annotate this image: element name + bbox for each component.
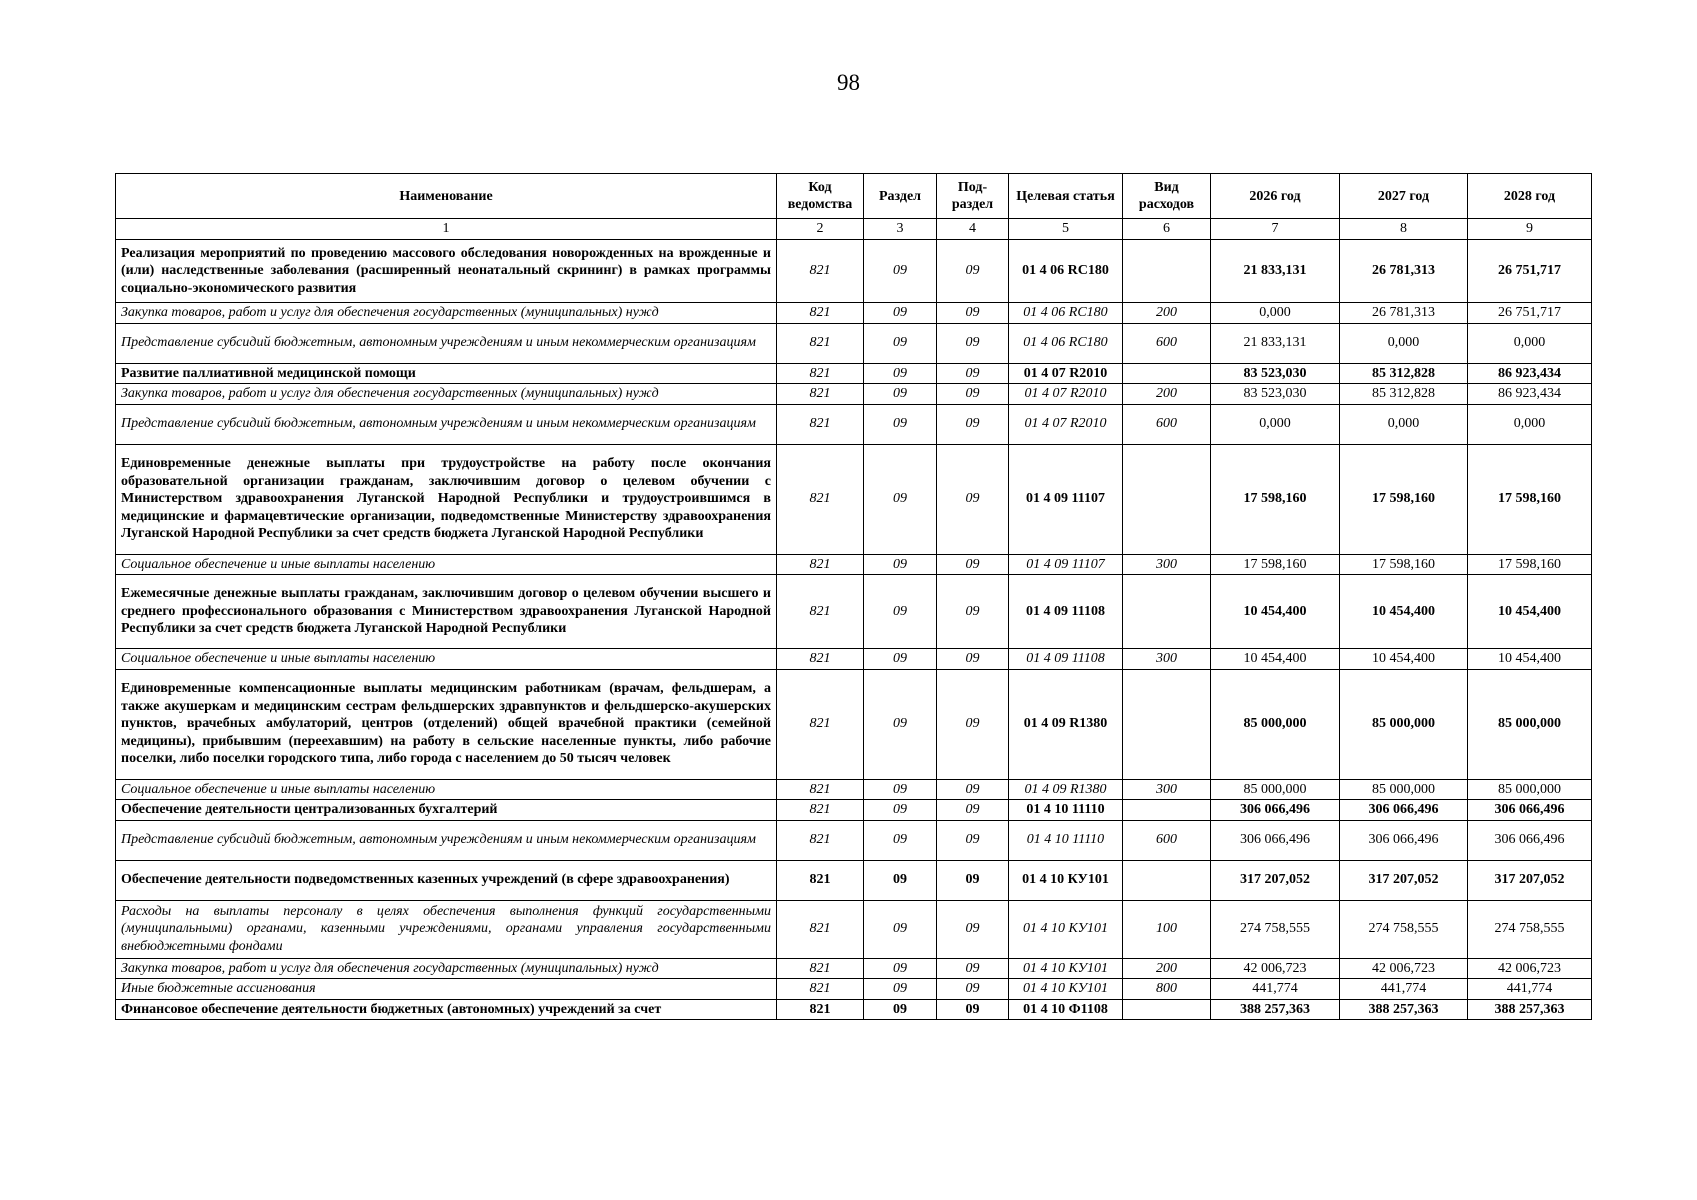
row-dept-code: 821 bbox=[777, 779, 864, 800]
header-podrazdel: Под-раздел bbox=[937, 174, 1009, 219]
row-expense-type bbox=[1123, 363, 1211, 384]
row-name: Реализация мероприятий по проведению массового обследования новорожденных на врожденные и (или) наследственные заболевания (расширенный неонатальный скрининг) в рамках программы социально-экономического развития bbox=[116, 240, 777, 303]
row-amount-2028: 317 207,052 bbox=[1468, 860, 1592, 900]
row-expense-type: 200 bbox=[1123, 384, 1211, 405]
row-target-article: 01 4 10 КУ101 bbox=[1009, 958, 1123, 979]
row-name: Обеспечение деятельности централизованных бухгалтерий bbox=[116, 800, 777, 821]
row-amount-2026: 388 257,363 bbox=[1211, 999, 1340, 1020]
column-number: 3 bbox=[864, 219, 937, 240]
row-subsection: 09 bbox=[937, 860, 1009, 900]
table-row bbox=[116, 575, 1592, 649]
row-subsection: 09 bbox=[937, 384, 1009, 405]
row-target-article: 01 4 07 R2010 bbox=[1009, 404, 1123, 444]
row-section: 09 bbox=[864, 669, 937, 779]
row-amount-2027: 17 598,160 bbox=[1340, 444, 1468, 554]
row-expense-type: 300 bbox=[1123, 649, 1211, 670]
header-expense-type: Вид расходов bbox=[1123, 174, 1211, 219]
row-amount-2027: 441,774 bbox=[1340, 979, 1468, 1000]
row-target-article: 01 4 07 R2010 bbox=[1009, 384, 1123, 405]
column-number: 6 bbox=[1123, 219, 1211, 240]
row-target-article: 01 4 06 RC180 bbox=[1009, 303, 1123, 324]
row-section: 09 bbox=[864, 820, 937, 860]
row-amount-2026: 0,000 bbox=[1211, 303, 1340, 324]
row-dept-code: 821 bbox=[777, 800, 864, 821]
row-name: Социальное обеспечение и иные выплаты населению bbox=[116, 779, 777, 800]
row-subsection: 09 bbox=[937, 979, 1009, 1000]
row-subsection: 09 bbox=[937, 444, 1009, 554]
row-amount-2026: 10 454,400 bbox=[1211, 575, 1340, 649]
row-section: 09 bbox=[864, 444, 937, 554]
row-amount-2026: 306 066,496 bbox=[1211, 800, 1340, 821]
row-name: Представление субсидий бюджетным, автономным учреждениям и иным некоммерческим организациям bbox=[116, 404, 777, 444]
row-amount-2027: 10 454,400 bbox=[1340, 649, 1468, 670]
row-amount-2026: 17 598,160 bbox=[1211, 444, 1340, 554]
row-amount-2027: 306 066,496 bbox=[1340, 820, 1468, 860]
row-subsection: 09 bbox=[937, 303, 1009, 324]
column-number: 5 bbox=[1009, 219, 1123, 240]
row-subsection: 09 bbox=[937, 900, 1009, 958]
row-amount-2027: 274 758,555 bbox=[1340, 900, 1468, 958]
row-expense-type: 300 bbox=[1123, 779, 1211, 800]
row-expense-type: 800 bbox=[1123, 979, 1211, 1000]
table-row bbox=[116, 820, 1592, 860]
row-section: 09 bbox=[864, 363, 937, 384]
row-subsection: 09 bbox=[937, 820, 1009, 860]
row-dept-code: 821 bbox=[777, 404, 864, 444]
row-amount-2028: 85 000,000 bbox=[1468, 669, 1592, 779]
table-row bbox=[116, 404, 1592, 444]
column-number: 7 bbox=[1211, 219, 1340, 240]
row-expense-type bbox=[1123, 800, 1211, 821]
row-target-article: 01 4 06 RC180 bbox=[1009, 240, 1123, 303]
row-amount-2027: 317 207,052 bbox=[1340, 860, 1468, 900]
row-dept-code: 821 bbox=[777, 240, 864, 303]
row-dept-code: 821 bbox=[777, 363, 864, 384]
row-dept-code: 821 bbox=[777, 958, 864, 979]
row-amount-2026: 83 523,030 bbox=[1211, 363, 1340, 384]
table-row bbox=[116, 384, 1592, 405]
row-target-article: 01 4 09 11108 bbox=[1009, 649, 1123, 670]
row-target-article: 01 4 10 Ф1108 bbox=[1009, 999, 1123, 1020]
row-section: 09 bbox=[864, 384, 937, 405]
row-section: 09 bbox=[864, 303, 937, 324]
table-row bbox=[116, 800, 1592, 821]
row-expense-type bbox=[1123, 669, 1211, 779]
row-amount-2026: 42 006,723 bbox=[1211, 958, 1340, 979]
page-number: 98 bbox=[837, 70, 860, 95]
row-target-article: 01 4 09 R1380 bbox=[1009, 669, 1123, 779]
table-row bbox=[116, 958, 1592, 979]
row-expense-type bbox=[1123, 999, 1211, 1020]
row-amount-2027: 26 781,313 bbox=[1340, 303, 1468, 324]
row-target-article: 01 4 09 R1380 bbox=[1009, 779, 1123, 800]
header-year-2027: 2027 год bbox=[1340, 174, 1468, 219]
column-number-row bbox=[116, 219, 1592, 240]
row-amount-2027: 0,000 bbox=[1340, 404, 1468, 444]
row-section: 09 bbox=[864, 575, 937, 649]
row-dept-code: 821 bbox=[777, 979, 864, 1000]
row-amount-2027: 17 598,160 bbox=[1340, 554, 1468, 575]
row-subsection: 09 bbox=[937, 779, 1009, 800]
row-name: Единовременные денежные выплаты при трудоустройстве на работу после окончания образовательной организации гражданам, заключившим договор о целевом обучении с Министерством здравоохранения Луганской Народной Республики и трудоустроившимся в медицинские и фармацевтические организации, подведомственные Министерству здравоохранения Луганской Народной Республики за счет средств бюджета Луганской Народной Республики bbox=[116, 444, 777, 554]
row-amount-2028: 0,000 bbox=[1468, 404, 1592, 444]
row-expense-type: 200 bbox=[1123, 303, 1211, 324]
row-subsection: 09 bbox=[937, 575, 1009, 649]
row-name: Финансовое обеспечение деятельности бюджетных (автономных) учреждений за счет bbox=[116, 999, 777, 1020]
row-section: 09 bbox=[864, 240, 937, 303]
table-row bbox=[116, 649, 1592, 670]
row-expense-type bbox=[1123, 240, 1211, 303]
row-expense-type bbox=[1123, 444, 1211, 554]
row-amount-2026: 21 833,131 bbox=[1211, 240, 1340, 303]
row-target-article: 01 4 10 КУ101 bbox=[1009, 860, 1123, 900]
row-target-article: 01 4 09 11107 bbox=[1009, 444, 1123, 554]
row-amount-2027: 10 454,400 bbox=[1340, 575, 1468, 649]
table-row bbox=[116, 999, 1592, 1020]
row-subsection: 09 bbox=[937, 800, 1009, 821]
row-dept-code: 821 bbox=[777, 860, 864, 900]
table-row bbox=[116, 303, 1592, 324]
row-expense-type bbox=[1123, 860, 1211, 900]
row-subsection: 09 bbox=[937, 404, 1009, 444]
row-amount-2028: 306 066,496 bbox=[1468, 800, 1592, 821]
column-number: 8 bbox=[1340, 219, 1468, 240]
table-row bbox=[116, 669, 1592, 779]
row-amount-2027: 26 781,313 bbox=[1340, 240, 1468, 303]
row-amount-2028: 441,774 bbox=[1468, 979, 1592, 1000]
row-dept-code: 821 bbox=[777, 999, 864, 1020]
row-amount-2028: 0,000 bbox=[1468, 323, 1592, 363]
row-target-article: 01 4 10 КУ101 bbox=[1009, 979, 1123, 1000]
row-expense-type bbox=[1123, 575, 1211, 649]
row-amount-2027: 306 066,496 bbox=[1340, 800, 1468, 821]
row-name: Социальное обеспечение и иные выплаты населению bbox=[116, 649, 777, 670]
row-amount-2026: 317 207,052 bbox=[1211, 860, 1340, 900]
row-dept-code: 821 bbox=[777, 820, 864, 860]
row-amount-2028: 17 598,160 bbox=[1468, 444, 1592, 554]
column-number: 4 bbox=[937, 219, 1009, 240]
row-dept-code: 821 bbox=[777, 323, 864, 363]
row-dept-code: 821 bbox=[777, 303, 864, 324]
header-year-2026: 2026 год bbox=[1211, 174, 1340, 219]
header-name: Наименование bbox=[116, 174, 777, 219]
row-amount-2026: 85 000,000 bbox=[1211, 779, 1340, 800]
row-target-article: 01 4 07 R2010 bbox=[1009, 363, 1123, 384]
row-expense-type: 600 bbox=[1123, 404, 1211, 444]
row-amount-2028: 86 923,434 bbox=[1468, 363, 1592, 384]
row-amount-2028: 42 006,723 bbox=[1468, 958, 1592, 979]
header-year-2028: 2028 год bbox=[1468, 174, 1592, 219]
row-amount-2026: 85 000,000 bbox=[1211, 669, 1340, 779]
row-name: Единовременные компенсационные выплаты медицинским работникам (врачам, фельдшерам, а также акушеркам и медицинским сестрам фельдшерских здравпунктов и фельдшерско-акушерских пунктов, врачебных амбулаторий, центров (отделений) общей врачебной практики (семейной медицины), прибывшим (переехавшим) на работу в сельские населенные пункты, либо рабочие поселки, либо поселки городского типа, либо города с населением до 50 тысяч человек bbox=[116, 669, 777, 779]
column-number: 9 bbox=[1468, 219, 1592, 240]
row-section: 09 bbox=[864, 323, 937, 363]
row-name: Закупка товаров, работ и услуг для обеспечения государственных (муниципальных) нужд bbox=[116, 384, 777, 405]
row-amount-2027: 85 000,000 bbox=[1340, 779, 1468, 800]
row-name: Закупка товаров, работ и услуг для обеспечения государственных (муниципальных) нужд bbox=[116, 958, 777, 979]
row-dept-code: 821 bbox=[777, 575, 864, 649]
row-expense-type: 200 bbox=[1123, 958, 1211, 979]
row-amount-2028: 10 454,400 bbox=[1468, 575, 1592, 649]
row-amount-2026: 274 758,555 bbox=[1211, 900, 1340, 958]
row-amount-2027: 0,000 bbox=[1340, 323, 1468, 363]
row-amount-2028: 86 923,434 bbox=[1468, 384, 1592, 405]
row-dept-code: 821 bbox=[777, 669, 864, 779]
table-row bbox=[116, 979, 1592, 1000]
header-razdel: Раздел bbox=[864, 174, 937, 219]
row-subsection: 09 bbox=[937, 999, 1009, 1020]
row-name: Ежемесячные денежные выплаты гражданам, заключившим договор о целевом обучении высшего и среднего профессионального образования с Министерством здравоохранения Луганской Народной Республики за счет средств бюджета Луганской Народной Республики bbox=[116, 575, 777, 649]
row-subsection: 09 bbox=[937, 323, 1009, 363]
row-subsection: 09 bbox=[937, 363, 1009, 384]
row-amount-2027: 42 006,723 bbox=[1340, 958, 1468, 979]
row-name: Представление субсидий бюджетным, автономным учреждениям и иным некоммерческим организациям bbox=[116, 323, 777, 363]
row-amount-2028: 388 257,363 bbox=[1468, 999, 1592, 1020]
row-amount-2027: 85 312,828 bbox=[1340, 384, 1468, 405]
row-amount-2026: 17 598,160 bbox=[1211, 554, 1340, 575]
row-name: Развитие паллиативной медицинской помощи bbox=[116, 363, 777, 384]
row-target-article: 01 4 09 11108 bbox=[1009, 575, 1123, 649]
row-section: 09 bbox=[864, 958, 937, 979]
row-dept-code: 821 bbox=[777, 900, 864, 958]
header-kod: Код ведомства bbox=[777, 174, 864, 219]
table-row bbox=[116, 444, 1592, 554]
table-row bbox=[116, 779, 1592, 800]
row-dept-code: 821 bbox=[777, 444, 864, 554]
row-section: 09 bbox=[864, 999, 937, 1020]
row-name: Представление субсидий бюджетным, автономным учреждениям и иным некоммерческим организациям bbox=[116, 820, 777, 860]
row-subsection: 09 bbox=[937, 649, 1009, 670]
row-amount-2026: 10 454,400 bbox=[1211, 649, 1340, 670]
row-dept-code: 821 bbox=[777, 554, 864, 575]
header-target-article: Целевая статья bbox=[1009, 174, 1123, 219]
row-amount-2026: 83 523,030 bbox=[1211, 384, 1340, 405]
row-subsection: 09 bbox=[937, 554, 1009, 575]
row-section: 09 bbox=[864, 554, 937, 575]
row-amount-2028: 274 758,555 bbox=[1468, 900, 1592, 958]
table-row bbox=[116, 554, 1592, 575]
table-row bbox=[116, 363, 1592, 384]
row-section: 09 bbox=[864, 979, 937, 1000]
column-number: 2 bbox=[777, 219, 864, 240]
row-target-article: 01 4 06 RC180 bbox=[1009, 323, 1123, 363]
row-expense-type: 300 bbox=[1123, 554, 1211, 575]
row-amount-2026: 306 066,496 bbox=[1211, 820, 1340, 860]
table-row bbox=[116, 860, 1592, 900]
row-name: Закупка товаров, работ и услуг для обеспечения государственных (муниципальных) нужд bbox=[116, 303, 777, 324]
row-amount-2027: 388 257,363 bbox=[1340, 999, 1468, 1020]
row-target-article: 01 4 10 11110 bbox=[1009, 800, 1123, 821]
row-dept-code: 821 bbox=[777, 384, 864, 405]
table-row bbox=[116, 240, 1592, 303]
row-target-article: 01 4 09 11107 bbox=[1009, 554, 1123, 575]
row-name: Расходы на выплаты персоналу в целях обеспечения выполнения функций государственными (муниципальными) органами, казенными учреждениями, органами управления государственными внебюджетными фондами bbox=[116, 900, 777, 958]
row-section: 09 bbox=[864, 649, 937, 670]
row-amount-2028: 26 751,717 bbox=[1468, 240, 1592, 303]
table-row bbox=[116, 900, 1592, 958]
row-name: Социальное обеспечение и иные выплаты населению bbox=[116, 554, 777, 575]
row-expense-type: 600 bbox=[1123, 820, 1211, 860]
row-subsection: 09 bbox=[937, 669, 1009, 779]
row-amount-2027: 85 312,828 bbox=[1340, 363, 1468, 384]
row-amount-2026: 21 833,131 bbox=[1211, 323, 1340, 363]
row-amount-2028: 10 454,400 bbox=[1468, 649, 1592, 670]
table-row bbox=[116, 323, 1592, 363]
row-target-article: 01 4 10 11110 bbox=[1009, 820, 1123, 860]
row-section: 09 bbox=[864, 800, 937, 821]
row-dept-code: 821 bbox=[777, 649, 864, 670]
column-number: 1 bbox=[116, 219, 777, 240]
row-name: Обеспечение деятельности подведомственных казенных учреждений (в сфере здравоохранения) bbox=[116, 860, 777, 900]
row-amount-2027: 85 000,000 bbox=[1340, 669, 1468, 779]
row-section: 09 bbox=[864, 779, 937, 800]
row-amount-2026: 0,000 bbox=[1211, 404, 1340, 444]
row-expense-type: 100 bbox=[1123, 900, 1211, 958]
row-name: Иные бюджетные ассигнования bbox=[116, 979, 777, 1000]
row-section: 09 bbox=[864, 404, 937, 444]
row-subsection: 09 bbox=[937, 240, 1009, 303]
row-subsection: 09 bbox=[937, 958, 1009, 979]
row-target-article: 01 4 10 КУ101 bbox=[1009, 900, 1123, 958]
budget-table bbox=[115, 173, 1592, 1020]
row-section: 09 bbox=[864, 900, 937, 958]
row-amount-2026: 441,774 bbox=[1211, 979, 1340, 1000]
row-amount-2028: 17 598,160 bbox=[1468, 554, 1592, 575]
header-row bbox=[116, 174, 1592, 219]
row-section: 09 bbox=[864, 860, 937, 900]
row-amount-2028: 85 000,000 bbox=[1468, 779, 1592, 800]
row-amount-2028: 306 066,496 bbox=[1468, 820, 1592, 860]
row-expense-type: 600 bbox=[1123, 323, 1211, 363]
row-amount-2028: 26 751,717 bbox=[1468, 303, 1592, 324]
